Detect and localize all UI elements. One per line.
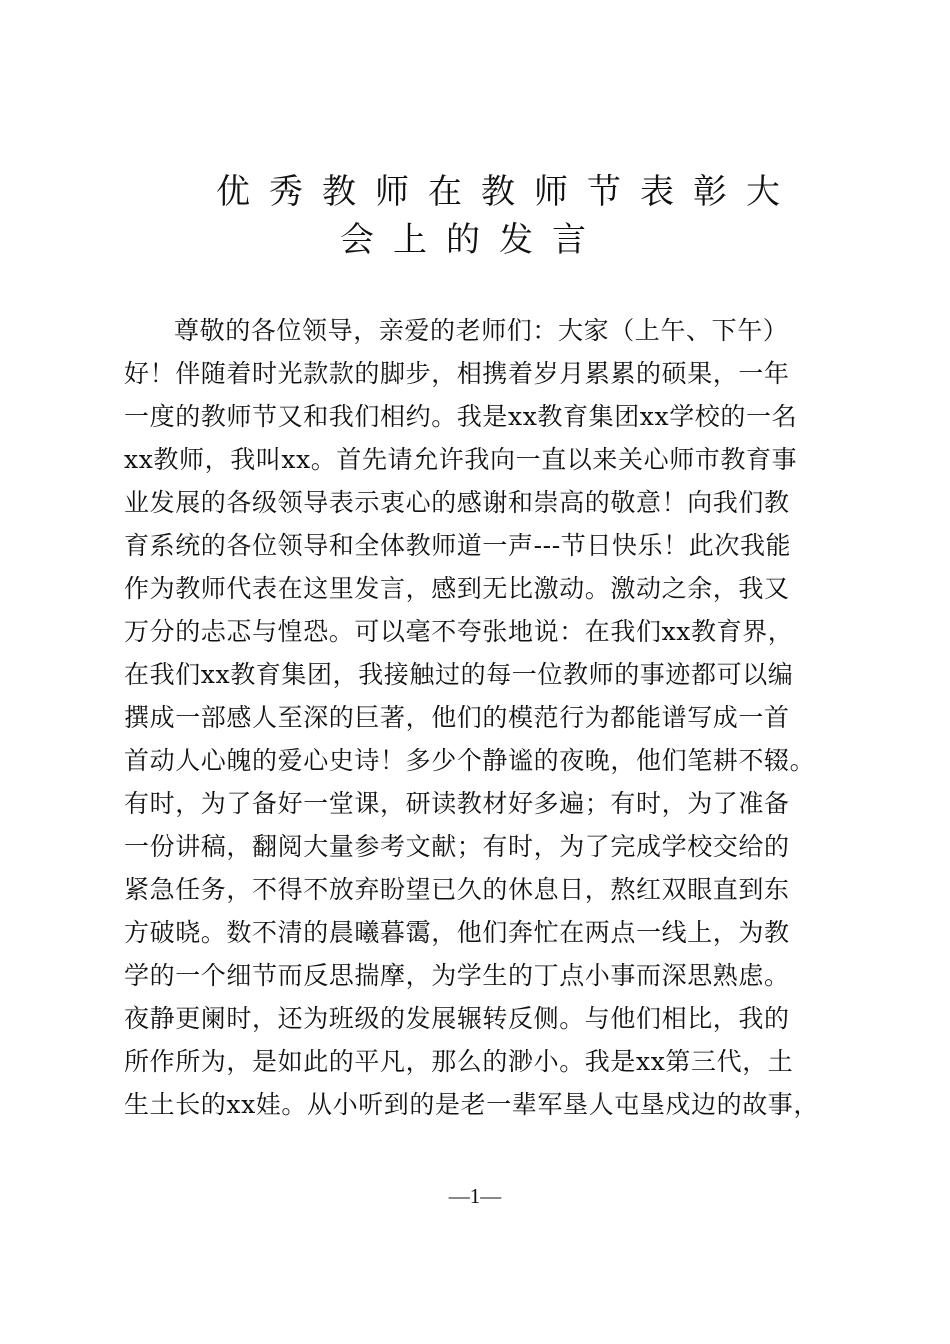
- page-number: —1—: [448, 1184, 502, 1208]
- body-line: 生土长的xx娃。从小听到的是老一辈军垦人屯垦戍边的故事，: [124, 1090, 820, 1119]
- body-line: 好！伴随着时光款款的脚步，相携着岁月累累的硕果，一年: [124, 359, 790, 388]
- body-line: 作为教师代表在这里发言，感到无比激动。激动之余，我又: [124, 574, 790, 603]
- body-line: 有时，为了备好一堂课，研读教材好多遍；有时，为了准备: [124, 789, 790, 818]
- body-line: 撰成一部感人至深的巨著，他们的模范行为都能谱写成一首: [124, 703, 790, 732]
- document-title-line-1: 优秀教师在教师节表彰大: [216, 172, 799, 212]
- body-line: 万分的忐忑与惶恐。可以毫不夸张地说：在我们xx教育界，: [124, 617, 794, 646]
- body-line: 首动人心魄的爱心史诗！多少个静谧的夜晚，他们笔耕不辍。: [124, 746, 816, 775]
- body-line: 方破晓。数不清的晨曦暮霭，他们奔忙在两点一线上，为教: [124, 918, 790, 947]
- body-line: 夜静更阑时，还为班级的发展辗转反侧。与他们相比，我的: [124, 1004, 790, 1033]
- body-line: 一度的教师节又和我们相约。我是xx教育集团xx学校的一名: [124, 402, 798, 431]
- body-line: 学的一个细节而反思揣摩，为学生的丁点小事而深思熟虑。: [124, 961, 790, 990]
- body-line: 业发展的各级领导表示衷心的感谢和崇高的敬意！向我们教: [124, 488, 790, 517]
- body-line: 在我们xx教育集团，我接触过的每一位教师的事迹都可以编: [124, 660, 794, 689]
- body-line: 尊敬的各位领导，亲爱的老师们：大家（上午、下午）: [174, 316, 789, 345]
- body-line: 所作所为，是如此的平凡，那么的渺小。我是xx第三代，土: [124, 1047, 794, 1076]
- body-line: 育系统的各位领导和全体教师道一声---节日快乐！此次我能: [124, 531, 792, 560]
- document-body: [124, 309, 864, 1126]
- body-line: 一份讲稿，翻阅大量参考文献；有时，为了完成学校交给的: [124, 832, 790, 861]
- body-line: 紧急任务，不得不放弃盼望已久的休息日，熬红双眼直到东: [124, 875, 790, 904]
- document-title-line-2: 会上的发言: [340, 220, 605, 260]
- body-line: xx教师，我叫xx。首先请允许我向一直以来关心师市教育事: [124, 445, 798, 474]
